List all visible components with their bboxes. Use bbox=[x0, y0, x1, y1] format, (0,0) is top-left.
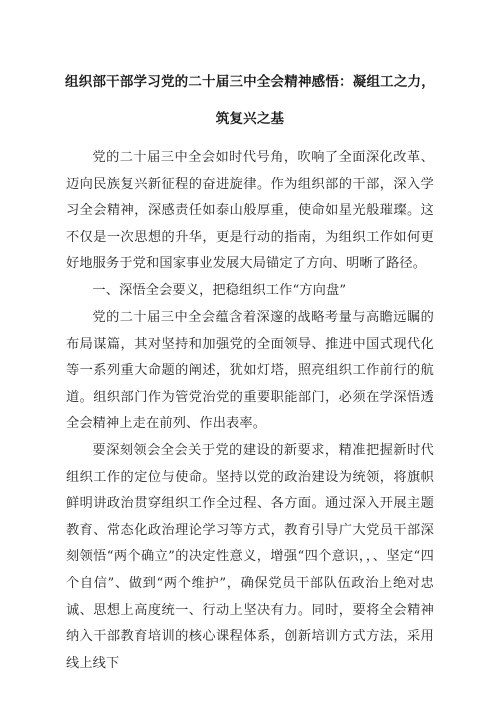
paragraph-intro: 党的二十届三中全会如时代号角，吹响了全面深化改革、迈向民族复兴新征程的奋进旋律。作为组织部的干部，深入学习全会精神，深感责任如泰山般厚重，使命如星光般璀璨。这不仅是一次思想的升华，更是行动的指南，为组织工作如何更好地服务于党和国家事业发展大局锚定了方向、明晰了路径。 bbox=[66, 150, 434, 272]
paragraph-party-building: 要深刻领会全会关于党的建设的新要求，精准把握新时代组织工作的定位与使命。坚持以党的政治建设为统领，将旗帜鲜明讲政治贯穿组织工作全过程、各方面。通过深入开展主题教育、常态化政治理论学习等方式，教育引导广大党员干部深刻领悟“两个确立”的决定性意义，增强“四个意识，，、坚定“四个自信”、做到“两个维护”，确保党员干部队伍政治上绝对忠诚、思想上高度统一、行动上坚决有力。同时，要将全会精神纳入干部教育培训的核心课程体系，创新培训方式方法，采用线上线下 bbox=[66, 443, 434, 671]
document-title-line-1: 组织部干部学习党的二十届三中全会精神感悟：凝组工之力， bbox=[65, 74, 435, 90]
paragraph-section-1: 党的二十届三中全会蕴含着深邃的战略考量与高瞻远瞩的布局谋篇，其对坚持和加强党的全面领导、推进中国式现代化等一系列重大命题的阐述，犹如灯塔，照亮组织工作前行的航道。组织部门作为管党治党的重要职能部门，必须在学深悟透全会精神上走在前列、作出表率。 bbox=[66, 310, 434, 432]
document-title-line-2: 筑复兴之基 bbox=[215, 111, 285, 127]
section-heading-1: 一、深悟全会要义，把稳组织工作“方向盘” bbox=[92, 283, 347, 298]
